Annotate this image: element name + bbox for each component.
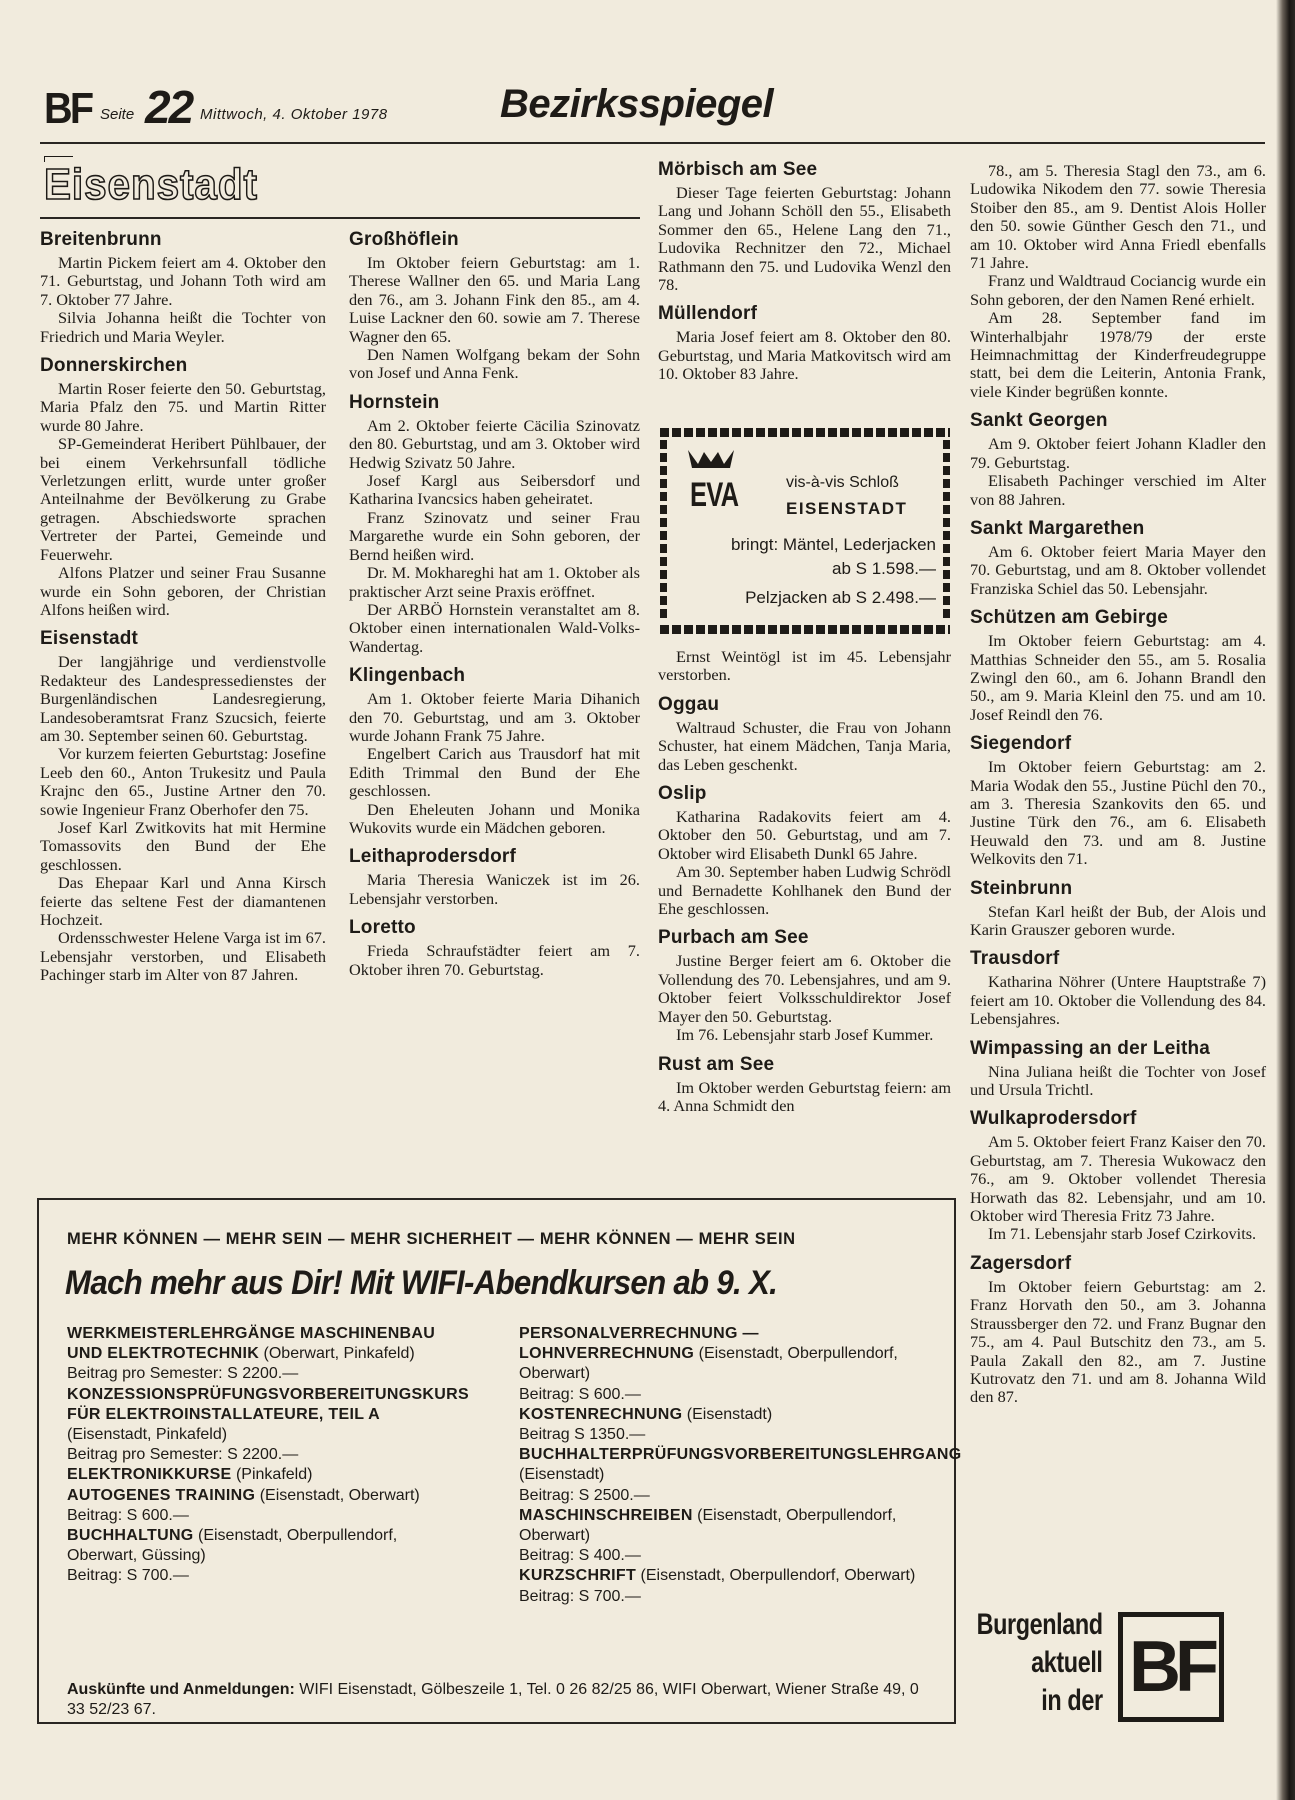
article-paragraph: Josef Kargl aus Seibersdorf und Katharina Ivancsics haben geheiratet. [349, 471, 640, 509]
article-paragraph: Martin Roser feierte den 50. Geburtstag, Maria Pfalz den 75. und Martin Ritter wurde 80 Jahre. [40, 379, 326, 435]
article-paragraph: Der langjährige und verdienstvolle Redakteur des Landespressedienstes der Burgenländischen Landesregierung, Landesoberamtsrat Franz Szucsich, feierte am 30. September seinen 60. Geburtstag. [40, 652, 326, 745]
article-heading: Breitenbrunn [40, 229, 162, 250]
article-paragraph: Am 28. September fand im Winterhalbjahr 1978/79 der erste Heimnachmittag der Kinderfreudegruppe statt, bei dem die Leiterin, Antonia Frank, viele Kinder begrüßen konnte. [970, 308, 1266, 401]
article-paragraph: Am 2. Oktober feierte Cäcilia Szinovatz den 80. Geburtstag, und am 3. Oktober wird Hedwig Szivatz 50 Jahre. [349, 415, 640, 472]
article-heading: Trausdorf [970, 948, 1060, 970]
article-heading: Sankt Margarethen [970, 517, 1145, 539]
news-column-2 [349, 229, 640, 979]
article-heading: Schützen am Gebirge [970, 607, 1169, 629]
wifi-courses-left [67, 1324, 467, 1587]
article-paragraph: Martin Pickem feiert am 4. Oktober den 71. Geburtstag, und Johann Toth wird am 7. Oktober 77 Jahre. [40, 253, 326, 309]
seite-label: Seite [100, 106, 135, 123]
article-heading: Donnerskirchen [40, 355, 188, 377]
course-item [519, 1324, 924, 1405]
eva-city: EISENSTADT [786, 499, 908, 518]
page-header [40, 78, 1260, 140]
article-heading: Rust am See [658, 1053, 775, 1075]
article-paragraph: Am 30. September haben Ludwig Schrödl und Bernadette Kohlhanek den Bund der Ehe geschlossen. [658, 862, 951, 919]
course-location: (Eisenstadt) [686, 1405, 773, 1423]
course-item [67, 1385, 467, 1466]
course-title: KURZSCHRIFT [519, 1567, 637, 1585]
article-paragraph: Am 9. Oktober feiert Johann Kladler den 79. Geburtstag. [970, 434, 1266, 472]
course-fee: Beitrag: S 600.— [67, 1506, 189, 1524]
article-paragraph: Engelbert Carich aus Trausdorf hat mit Edith Trimmal den Bund der Ehe geschlossen. [349, 744, 640, 801]
article-paragraph: Dr. M. Mokhareghi hat am 1. Oktober als praktischer Arzt seine Praxis eröffnet. [349, 563, 640, 601]
news-column-4 [970, 162, 1266, 1407]
wifi-headline: Mach mehr aus Dir! Mit WIFI-Abendkursen ab 9. X. [65, 1264, 778, 1302]
article-heading: Großhöflein [349, 229, 459, 250]
course-fee: Beitrag pro Semester: S 2200.— [67, 1446, 299, 1464]
eva-brand: EVA [690, 476, 739, 514]
course-location: (Eisenstadt, Oberpullendorf, Oberwart) [519, 1345, 898, 1383]
page-edge-shadow [1276, 0, 1295, 1800]
article-paragraph: Dieser Tage feierten Geburtstag: Johann Lang und Johann Schöll den 55., Elisabeth Sommer den 65., Helene Lang den 71., Ludovika Rechnitzer den 72., Michael Rathmann den 75. und Ludovika Wenzl den 78. [658, 183, 951, 295]
article-paragraph: Der ARBÖ Hornstein veranstaltet am 8. Oktober einen internationalen Wald-Volks-Wandertag. [349, 599, 640, 656]
article-paragraph: Frieda Schraufstädter feiert am 7. Oktober ihren 70. Geburtstag. [349, 941, 640, 979]
article-heading: Siegendorf [970, 733, 1072, 755]
article-heading: Mörbisch am See [658, 159, 818, 180]
ad-border-right [943, 440, 950, 622]
course-fee: Beitrag S 1350.— [519, 1426, 646, 1444]
article-paragraph: Ernst Weintögl ist im 45. Lebensjahr verstorben. [658, 647, 951, 685]
article-heading: Oslip [658, 783, 707, 805]
course-title: BUCHHALTUNG [67, 1527, 194, 1545]
issue-date: Mittwoch, 4. Oktober 1978 [200, 106, 388, 123]
article-heading: Oggau [658, 693, 720, 715]
city-heading-rule [40, 217, 640, 219]
course-fee: Beitrag: S 600.— [519, 1385, 641, 1403]
news-column-3-top [658, 159, 951, 384]
article-heading: Purbach am See [658, 927, 809, 949]
article-paragraph: Ordensschwester Helene Varga ist im 67. Lebensjahr verstorben, und Elisabeth Pachinger starb im Alter von 87 Jahren. [40, 928, 326, 985]
crown-icon [686, 446, 736, 470]
article-paragraph: Stefan Karl heißt der Bub, der Alois und Karin Grauszer geboren wurde. [970, 901, 1266, 939]
eva-address-note: vis-à-vis Schloß [786, 474, 899, 491]
course-title: ELEKTRONIKKURSE [67, 1466, 232, 1484]
eva-offer-line-2: ab S 1.598.— [832, 559, 936, 578]
article-paragraph: Am 5. Oktober feiert Franz Kaiser den 70. Geburtstag, am 7. Theresia Wukowacz den 76., am 9. Oktober vollendet Theresia Horwath das 82. Lebensjahr, und am 10. Oktober wird Theresia Fritz 73 Jahre. [970, 1132, 1266, 1226]
news-column-3-bottom [658, 648, 951, 1115]
article-paragraph: Josef Karl Zwitkovits hat mit Hermine Tomassovits den Bund der Ehe geschlossen. [40, 817, 326, 874]
course-title: AUTOGENES TRAINING [67, 1486, 256, 1504]
article-paragraph: Alfons Platzer und seiner Frau Susanne wurde ein Sohn geboren, der Christian Alfons heißen wird. [40, 563, 326, 619]
article-paragraph: Franz und Waldtraud Cociancig wurde ein Sohn geboren, der den Namen René erhielt. [970, 271, 1266, 309]
wifi-courses-right [519, 1324, 962, 1607]
wifi-contact [67, 1680, 927, 1720]
course-location: (Pinkafeld) [235, 1466, 313, 1484]
wifi-slogan: MEHR KÖNNEN — MEHR SEIN — MEHR SICHERHEIT — MEHR KÖNNEN — MEHR SEIN [67, 1230, 796, 1248]
course-location: (Eisenstadt, Oberpullendorf, Oberwart, Güssing) [67, 1527, 398, 1565]
article-heading: Leithaprodersdorf [349, 846, 517, 868]
burgenland-line-2: aktuell [1031, 1646, 1103, 1679]
ad-border-bottom [660, 625, 950, 634]
article-paragraph: Maria Theresia Waniczek ist im 26. Lebensjahr verstorben. [349, 870, 640, 908]
course-item [67, 1486, 467, 1526]
article-paragraph: SP-Gemeinderat Heribert Pühlbauer, der bei einem Verkehrsunfall tödliche Verletzungen erlitt, wurde unter großer Anteilnahme der Bevölkerung zu Grabe getragen. Abschiedsworte sprachen Vertreter der Partei, Gemeinde und Feuerwehr. [40, 434, 326, 564]
article-paragraph: Im Oktober feiern Geburtstag: am 2. Franz Horvath den 50., am 3. Johanna Straussberger den 72. und Franz Bugnar den 75., am 4. Paul Butschitz den 73., am 5. Paula Zakall den 82., am 7. Justine Kutrovatz den 71. und am 8. Johanna Wild den 87. [970, 1276, 1266, 1407]
eva-advertisement [660, 428, 950, 634]
article-heading: Steinbrunn [970, 877, 1073, 899]
article-paragraph: Im Oktober feiern Geburtstag: am 4. Matthias Schneider den 55., am 5. Rosalia Zwingl den 60., am 6. Johann Brandl den 50., am 9. Maria Kleinl den 75. und am 10. Josef Reindl den 76. [970, 631, 1266, 724]
article-paragraph: Im 71. Lebensjahr starb Josef Czirkovits. [988, 1224, 1257, 1244]
course-fee: Beitrag: S 700.— [519, 1587, 641, 1605]
burgenland-line-3: in der [1041, 1684, 1103, 1717]
article-paragraph: Den Eheleuten Johann und Monika Wukovits wurde ein Mädchen geboren. [349, 799, 640, 837]
eva-offer-line-1: bringt: Mäntel, Lederjacken [730, 535, 936, 554]
article-heading: Wulkaprodersdorf [970, 1108, 1137, 1130]
article-paragraph: Franz Szinovatz und seiner Frau Margarethe wurde ein Sohn geboren, der Bernd heißen wird. [349, 507, 640, 564]
article-paragraph: Silvia Johanna heißt die Tochter von Friedrich und Maria Weyler. [40, 308, 326, 346]
wifi-advertisement [37, 1198, 962, 1724]
course-location: (Eisenstadt, Oberpullendorf, Oberwart) [519, 1506, 897, 1545]
article-paragraph: Katharina Radakovits feiert am 4. Oktober den 50. Geburtstag, und am 7. Oktober wird Elisabeth Dunkl 65 Jahre. [658, 807, 951, 863]
course-fee: Beitrag: S 2500.— [519, 1486, 650, 1504]
news-column-1 [40, 229, 326, 985]
article-paragraph: Im 76. Lebensjahr starb Josef Kummer. [676, 1025, 934, 1045]
course-item [519, 1445, 962, 1506]
header-rule [40, 142, 1265, 144]
section-title: Bezirksspiegel [500, 82, 774, 126]
article-paragraph: 78., am 5. Theresia Stagl den 73., am 6. Ludowika Nikodem den 77. sowie Theresia Stoiber den 85., am 9. Dentist Alois Holler den 50. sowie Günther Gesch den 71., und am 10. Oktober wird Anna Friedl ebenfalls 71 Jahre. [970, 161, 1266, 273]
article-heading: Sankt Georgen [970, 410, 1108, 432]
course-item [519, 1405, 924, 1445]
article-heading: Loretto [349, 917, 416, 939]
ad-border-left [660, 440, 667, 622]
page-number: 22 [145, 81, 193, 133]
article-paragraph: Maria Josef feiert am 8. Oktober den 80. Geburtstag, und Maria Matkovitsch wird am 10. Oktober 83 Jahre. [658, 327, 951, 384]
ad-border-top [660, 428, 950, 437]
course-title: KOSTENRECHNUNG [519, 1405, 683, 1423]
wifi-contact-text: WIFI Eisenstadt, Gölbeszeile 1, Tel. 0 26 82/25 86, WIFI Oberwart, Wiener Straße 49, 0 33 52/23 67. [67, 1681, 919, 1718]
course-item [519, 1506, 924, 1567]
article-heading: Hornstein [349, 391, 440, 413]
course-location: (Oberwart, Pinkafeld) [263, 1345, 415, 1363]
course-title: PERSONALVERRECHNUNG — LOHNVERRECHNUNG [519, 1325, 759, 1363]
course-fee: Beitrag pro Semester: S 2200.— [67, 1365, 299, 1383]
course-item [67, 1465, 467, 1485]
article-paragraph: Im Oktober feiern Geburtstag: am 2. Maria Wodak den 55., Justine Püchl den 70., am 3. Theresia Szankovits den 65. und Justine Türk den 76., am 6. Elisabeth Heuwald den 73. und am 8. Justine Welkovits den 71. [970, 757, 1266, 869]
course-title: KONZESSIONSPRÜFUNGSVORBEREITUNGSKURS FÜR ELEKTROINSTALLATEURE, TEIL A [67, 1385, 469, 1423]
burgenland-line-1: Burgenland [976, 1608, 1103, 1641]
article-paragraph: Im Oktober feiern Geburtstag: am 1. Therese Wallner den 65. und Maria Lang den 76., am 3. Johann Fink den 85., am 4. Luise Lackner den 60. sowie am 7. Therese Wagner den 65. [349, 253, 640, 346]
city-heading: Eisenstadt [44, 160, 258, 209]
article-paragraph: Justine Berger feiert am 6. Oktober die Vollendung des 70. Lebensjahres, und am 9. Oktober feiert Volksschuldirektor Josef Mayer den 50. Geburtstag. [658, 951, 951, 1026]
article-paragraph: Katharina Nöhrer (Untere Hauptstraße 7) feiert am 10. Oktober die Vollendung des 84. Lebensjahres. [970, 972, 1266, 1029]
article-heading: Klingenbach [349, 665, 466, 687]
course-title: MASCHINSCHREIBEN [519, 1506, 693, 1524]
article-paragraph: Elisabeth Pachinger verschied im Alter von 88 Jahren. [970, 471, 1266, 509]
article-paragraph: Vor kurzem feierten Geburtstag: Josefine Leeb den 60., Anton Trukesitz und Paula Krajnc den 65., Justine Artner den 70. sowie Ingenieur Franz Oberhofer den 75. [40, 744, 326, 819]
article-heading: Zagersdorf [970, 1252, 1072, 1274]
wifi-contact-label: Auskünfte und Anmeldungen: [67, 1681, 295, 1698]
article-paragraph: Am 6. Oktober feiert Maria Mayer den 70. Geburtstag, und am 8. Oktober vollendet Franziska Schiel das 50. Lebensjahr. [970, 541, 1266, 598]
course-location: (Eisenstadt, Oberpullendorf, Oberwart) [640, 1567, 916, 1585]
article-paragraph: Nina Juliana heißt die Tochter von Josef und Ursula Trichtl. [970, 1061, 1266, 1100]
course-title: WERKMEISTERLEHRGÄNGE MASCHINENBAU UND ELEKTROTECHNIK [67, 1325, 436, 1363]
bf-logo: BF [44, 84, 92, 133]
article-paragraph: Am 1. Oktober feierte Maria Dihanich den 70. Geburtstag, und am 3. Oktober wurde Johann Frank 75 Jahre. [349, 689, 640, 745]
course-title: BUCHHALTERPRÜFUNGSVORBEREITUNGSLEHRGANG [519, 1446, 962, 1464]
article-heading: Eisenstadt [40, 628, 139, 650]
article-heading: Müllendorf [658, 303, 758, 325]
article-paragraph: Im Oktober werden Geburtstag feiern: am 4. Anna Schmidt den [658, 1077, 951, 1115]
course-item [519, 1566, 924, 1606]
article-paragraph: Waltraud Schuster, die Frau von Johann Schuster, hat einem Mädchen, Tanja Maria, das Leben geschenkt. [658, 717, 951, 774]
article-paragraph: Den Namen Wolfgang bekam der Sohn von Josef und Anna Fenk. [349, 345, 640, 383]
course-location: (Eisenstadt, Pinkafeld) [67, 1426, 228, 1444]
course-fee: Beitrag: S 400.— [519, 1547, 641, 1565]
article-heading: Wimpassing an der Leitha [970, 1037, 1211, 1059]
course-location: (Eisenstadt, Oberwart) [259, 1486, 420, 1504]
article-paragraph: Das Ehepaar Karl und Anna Kirsch feierte das seltene Fest der diamantenen Hochzeit. [40, 873, 326, 929]
course-item [67, 1526, 467, 1587]
eva-offer-line-3: Pelzjacken ab S 2.498.— [745, 588, 936, 607]
course-fee: Beitrag: S 700.— [67, 1567, 189, 1585]
course-item [67, 1324, 467, 1385]
bf-box-logo: BF [1118, 1612, 1224, 1722]
course-location: (Eisenstadt) [519, 1466, 605, 1484]
burgenland-aktuell-box [968, 1608, 1268, 1728]
